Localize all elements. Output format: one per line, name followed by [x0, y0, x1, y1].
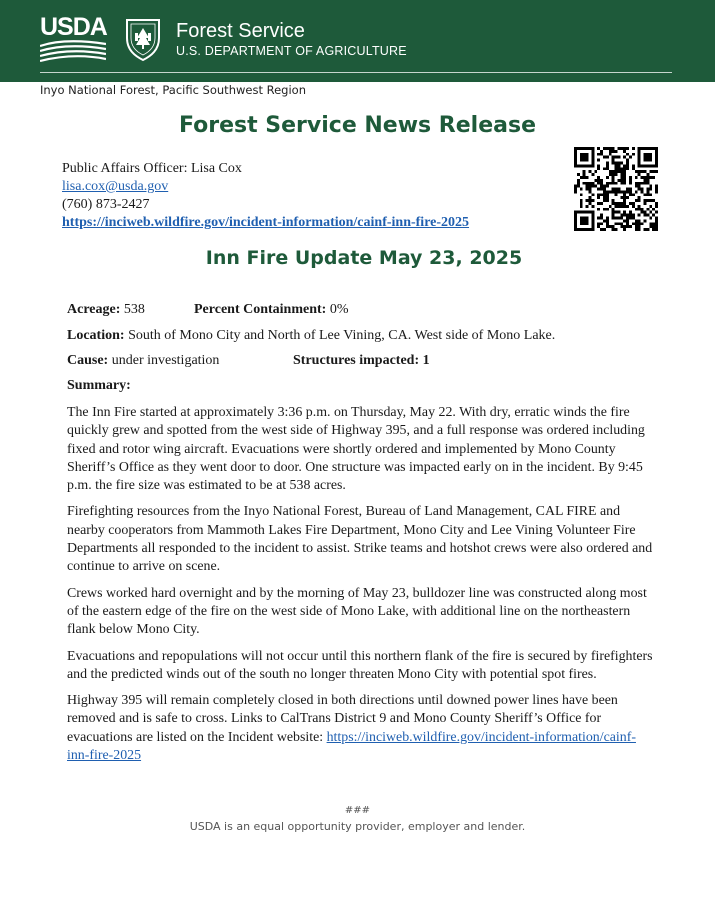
cause-label: Cause: [67, 353, 109, 368]
end-mark: ### [344, 805, 371, 816]
paragraph-highway [67, 692, 657, 765]
usda-hills-icon [40, 40, 106, 62]
acreage-value: 538 [123, 302, 145, 317]
update-title: Inn Fire Update May 23, 2025 [205, 247, 523, 269]
qr-code-icon[interactable] [574, 147, 658, 231]
contact-block [62, 160, 469, 232]
location-label: Location: [67, 328, 125, 343]
department-name: U.S. DEPARTMENT OF AGRICULTURE [176, 44, 407, 58]
location-row [67, 328, 555, 344]
region-line: Inyo National Forest, Pacific Southwest Region [40, 83, 306, 97]
officer-name: Public Affairs Officer: Lisa Cox [62, 161, 242, 176]
highway-text: Highway 395 will remain completely closed in both directions until downed power lines have been removed and is safe to cross. Links to CalTrans District 9 and Mono County Sheriff’s Office for evacuations are listed on the Incident website: [67, 693, 618, 745]
paragraph: The Inn Fire started at approximately 3:36 p.m. on Thursday, May 22. With dry, erratic winds the fire quickly grew and spotted from the west side of Highway 395, and a full response was ordered including fixed and rotor wing aircraft. Evacuations were shortly ordered and implemented by Mono County Sheriff’s Office as they went door to door. One structure was impacted early on in the incident. By 9:45 p.m. the fire size was estimated to be at 538 acres. [67, 405, 645, 494]
header-banner [0, 0, 715, 82]
paragraph: Firefighting resources from the Inyo National Forest, Bureau of Land Management, CAL FIRE and nearby cooperators from Mammoth Lakes Fire Department, Mono City and Lee Vining Volunteer Fire Departments all responded to the incident to assist. Strike teams and hotshot crews were also ordered and continue to arrive on scene. [67, 504, 653, 575]
incident-url-link[interactable]: https://inciweb.wildfire.gov/incident-information/cainf-inn-fire-2025 [62, 215, 470, 230]
agency-name: Forest Service [176, 20, 305, 42]
release-title: Forest Service News Release [178, 113, 536, 138]
usda-logo [40, 14, 106, 64]
paragraph: Evacuations and repopulations will not occur until this northern flank of the fire is secured by firefighters and the predicted winds out of the south no longer threaten Mono City with potential spot fires. [67, 648, 653, 682]
location-value: South of Mono City and North of Lee Vining, CA. West side of Mono Lake. [128, 328, 556, 343]
containment-value: 0% [329, 302, 349, 317]
summary-body [67, 404, 657, 773]
structures-value: 1 [422, 353, 430, 368]
cause-row [67, 353, 430, 369]
structures-label: Structures impacted: [293, 353, 420, 368]
banner-divider [40, 72, 672, 73]
acreage-row [67, 302, 349, 318]
paragraph: Crews worked hard overnight and by the morning of May 23, bulldozer line was constructed along most of the eastern edge of the fire on the west side of Mono Lake, with additional line on the northeastern flank below Mono City. [67, 585, 647, 638]
forest-service-shield-icon [123, 16, 163, 62]
usda-logo-text: USDA [40, 13, 107, 41]
acreage-label: Acreage: [67, 302, 121, 317]
phone-number: (760) 873-2427 [62, 197, 150, 212]
summary-heading [67, 378, 131, 394]
containment-label: Percent Containment: [194, 302, 327, 317]
cause-value: under investigation [111, 353, 220, 368]
eeo-statement: USDA is an equal opportunity provider, employer and lender. [189, 820, 526, 833]
summary-label: Summary: [67, 378, 131, 393]
email-link[interactable]: lisa.cox@usda.gov [62, 179, 169, 194]
incident-website-link[interactable]: https://inciweb.wildfire.gov/incident-information/cainf-inn-fire-2025 [67, 729, 636, 764]
